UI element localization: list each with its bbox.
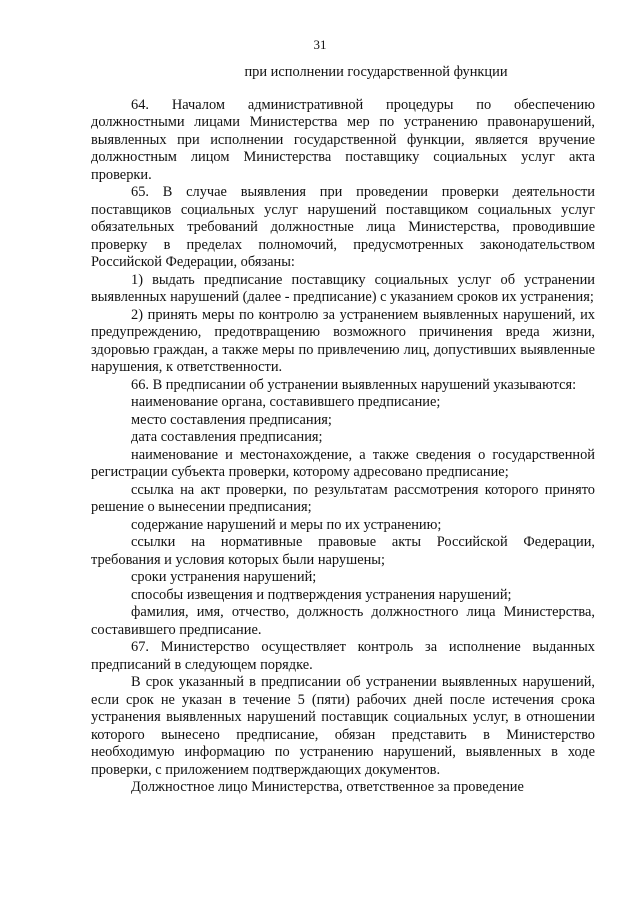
document-body bbox=[91, 64, 595, 797]
list-item-subject-info: наименование и местонахождение, а также сведения о государственной регистрации субъекта проверки, которому адресовано предписание; bbox=[91, 446, 595, 480]
list-item-official-details: фамилия, имя, отчество, должность должностного лица Министерства, составившего предписание. bbox=[91, 604, 595, 638]
list-item-inspection-act-reference: ссылка на акт проверки, по результатам рассмотрения которого принято решение о вынесении предписания; bbox=[91, 481, 595, 515]
paragraph-67-deadline-procedure: В срок указанный в предписании об устранении выявленных нарушений, если срок не указан в течение 5 (пяти) рабочих дней после истечения срока устранения выявленных нарушений поставщик социальных услуг, в отношении которого вынесено предписание, обязан представить в Министерство необходимую информацию по устранению нарушений, выявленных в ходе проверки, с приложением подтверждающих документов. bbox=[91, 674, 595, 778]
paragraph-66: 66. В предписании об устранении выявленных нарушений указываются: bbox=[131, 376, 577, 393]
list-item-place: место составления предписания; bbox=[131, 411, 332, 428]
list-item-violations-and-measures: содержание нарушений и меры по их устранению; bbox=[131, 516, 442, 533]
paragraph-67: 67. Министерство осуществляет контроль за исполнение выданных предписаний в следующем порядке. bbox=[91, 639, 595, 673]
list-item-issuing-body: наименование органа, составившего предписание; bbox=[131, 394, 441, 410]
section-heading-continuation: при исполнении государственной функции bbox=[244, 64, 508, 80]
list-item-deadlines: сроки устранения нарушений; bbox=[131, 569, 317, 585]
paragraph-continued: Должностное лицо Министерства, ответственное за проведение bbox=[131, 779, 524, 795]
page-number: 31 bbox=[313, 37, 327, 52]
list-item-date: дата составления предписания; bbox=[131, 429, 323, 445]
paragraph-65-item-2: 2) принять меры по контролю за устранением выявленных нарушений, их предупреждению, предотвращению возможного причинения вреда жизни, здоровью граждан, а также меры по привлечению лиц, допустивших выявленные нарушения, к ответственности. bbox=[91, 306, 595, 375]
paragraph-65-item-1: 1) выдать предписание поставщику социальных услуг об устранении выявленных нарушений (далее - предписание) с указанием сроков их устранения; bbox=[91, 271, 595, 305]
paragraph-65: 65. В случае выявления при проведении проверки деятельности поставщиков социальных услуг нарушений поставщиком социальных услуг обязательных требований должностные лица Министерства, проводившие проверку в пределах полномочий, предусмотренных законодательством Российской Федерации, обязаны: bbox=[91, 184, 595, 270]
list-item-notification-methods: способы извещения и подтверждения устранения нарушений; bbox=[131, 586, 512, 603]
list-item-legal-references: ссылки на нормативные правовые акты Российской Федерации, требования и условия которых были нарушены; bbox=[91, 534, 595, 568]
paragraph-64: 64. Началом административной процедуры по обеспечению должностными лицами Министерства мер по устранению правонарушений, выявленных при исполнении государственной функции, является вручение должностным лицом Министерства поставщику социальных услуг акта проверки. bbox=[91, 96, 595, 183]
